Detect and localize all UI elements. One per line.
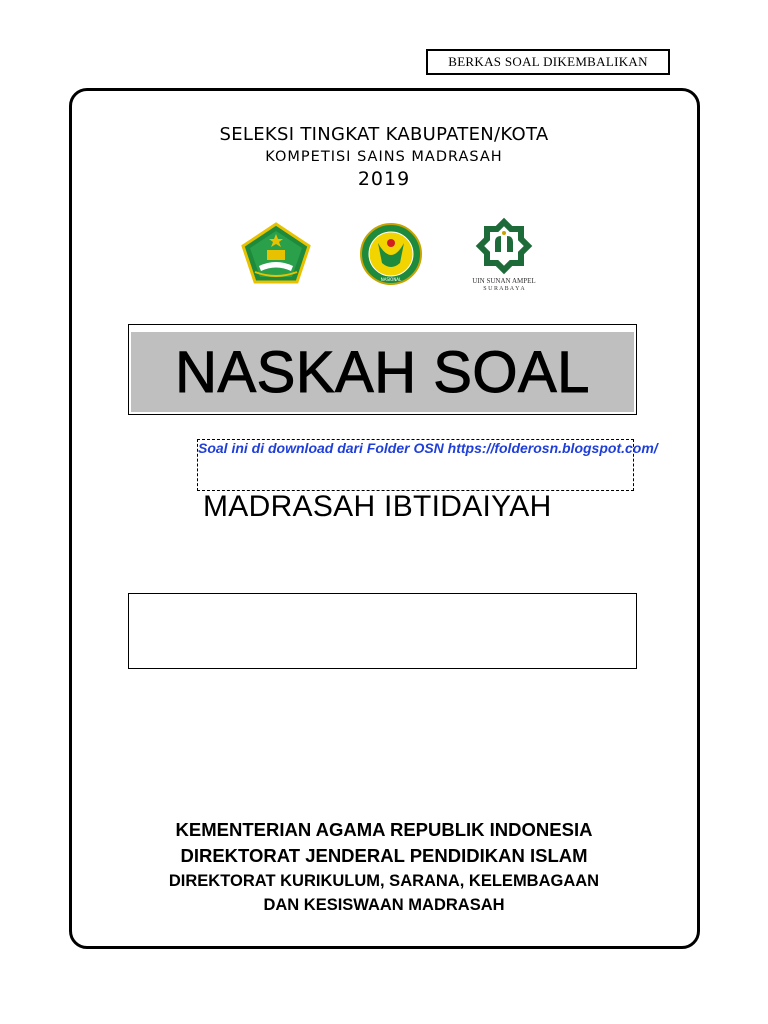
download-source-link[interactable]: Soal ini di download dari Folder OSN https://folderosn.blogspot.com/	[198, 440, 658, 456]
directorate-general: DIREKTORAT JENDERAL PENDIDIKAN ISLAM	[180, 845, 588, 866]
returned-file-label	[426, 49, 670, 75]
competition-name: KOMPETISI SAINS MADRASAH	[265, 149, 503, 165]
document-title: NASKAH SOAL	[175, 339, 590, 405]
directorate-line1: DIREKTORAT KURIKULUM, SARANA, KELEMBAGAAN	[168, 872, 600, 890]
document-title-box	[128, 324, 637, 415]
uin-city-text: S U R A B A Y A	[483, 286, 525, 292]
svg-text:NASIONAL: NASIONAL	[380, 277, 402, 282]
kemenag-emblem-icon	[241, 222, 311, 284]
ksm-emblem-icon	[358, 223, 424, 285]
ministry-name: KEMENTERIAN AGAMA REPUBLIK INDONESIA	[175, 819, 593, 840]
competition-year: 2019	[357, 168, 411, 190]
uin-sunan-ampel-emblem-icon	[462, 216, 546, 292]
selection-level-heading: SELEKSI TINGKAT KABUPATEN/KOTA	[219, 124, 549, 145]
uin-name-text: UIN SUNAN AMPEL	[472, 277, 536, 285]
school-level: MADRASAH IBTIDAIYAH	[203, 490, 552, 523]
document-title-fill	[131, 332, 634, 412]
returned-file-text: BERKAS SOAL DIKEMBALIKAN	[448, 54, 648, 69]
blank-info-box	[128, 593, 637, 669]
directorate-line2: DAN KESISWAAN MADRASAH	[263, 896, 505, 914]
